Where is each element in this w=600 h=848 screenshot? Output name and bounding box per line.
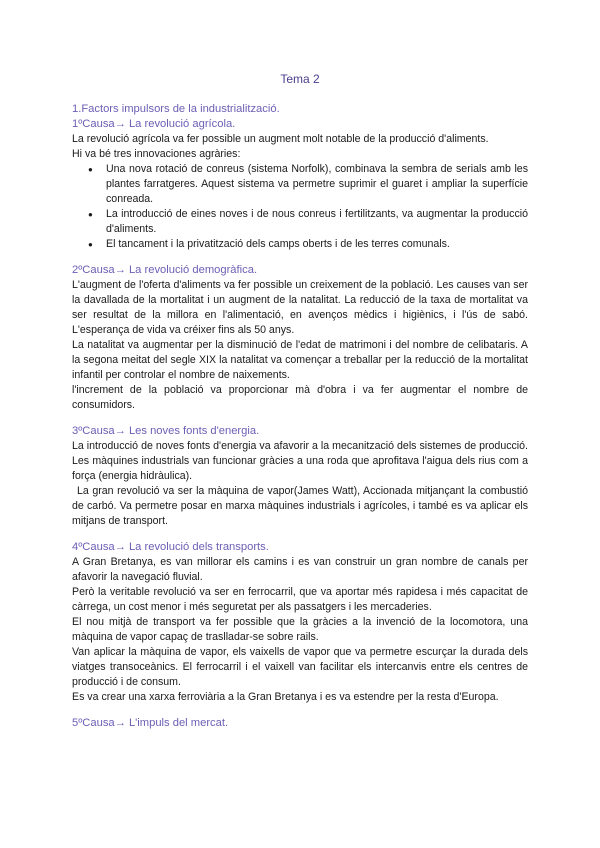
paragraph: A Gran Bretanya, es van millorar els camins i es van construir un gran nombre de canals per afavorir la navegació fluvial.	[72, 556, 528, 583]
list-item: ● El tancament i la privatització dels camps oberts i de les terres comunals.	[106, 237, 528, 252]
paragraph: Però la veritable revolució va ser en ferrocarril, que va aportar més rapidesa i més capacitat de càrrega, un cost menor i més seguretat per als passatgers i les mercaderies.	[72, 586, 528, 613]
section-heading-5: 5ºCausa→ L'impuls del mercat.	[72, 717, 229, 729]
section-heading-1: 1ºCausa→ La revolució agrícola.	[72, 118, 236, 130]
section-heading-4: 4ºCausa→ La revolució dels transports.	[72, 541, 269, 553]
paragraph: L'augment de l'oferta d'aliments va fer possible un creixement de la població. Les causes van ser la davallada de la mortalitat i un augment de la natalitat. La reducció de la taxa de mortalitat va ser resultat de la millora en l'alimentació, en avenços mèdics i higiènics, i l'ús de sabó. L'esperança de vida va créixer fins als 50 anys.	[72, 279, 528, 336]
page-title: Tema 2	[280, 72, 320, 86]
innovations-list	[72, 162, 528, 252]
paragraph: La introducció de noves fonts d'energia va afavorir a la mecanització dels sistemes de producció. Les màquines industrials van funcionar gràcies a una roda que aprofitava l'aigua dels rius com a força (energia hidràulica).	[72, 440, 528, 482]
paragraph: Es va crear una xarxa ferroviària a la Gran Bretanya i es va estendre per la resta d'Europa.	[72, 691, 499, 703]
section-heading-3: 3ºCausa→ Les noves fonts d'energia.	[72, 425, 260, 437]
paragraph: l'increment de la població va proporcionar mà d'obra i va fer augmentar el nombre de consumidors.	[72, 384, 528, 411]
paragraph: Van aplicar la màquina de vapor, els vaixells de vapor que va permetre escurçar la durada dels viatges transoceànics. El ferrocarril i el vaixell van facilitar els intercanvis entre els centres de producció i de consum.	[72, 646, 528, 688]
paragraph: La gran revolució va ser la màquina de vapor(James Watt), Accionada mitjançant la combustió de carbó. Va permetre posar en marxa màquines industrials i agrícoles, i també es va aplicar els mitjans de transport.	[72, 485, 528, 527]
paragraph: Hi va bé tres innovaciones agràries:	[72, 148, 241, 160]
paragraph: El nou mitjà de transport va fer possible que la gràcies a la invenció de la locomotora, una màquina de vapor capaç de traslladar-se sobre rails.	[72, 616, 528, 643]
list-item: ● La introducció de eines noves i de nous conreus i fertilitzants, va augmentar la producció d'aliments.	[106, 207, 528, 237]
section-heading-2: 2ºCausa→ La revolució demogràfica.	[72, 264, 258, 276]
paragraph: La natalitat va augmentar per la disminució de l'edat de matrimoni i del nombre de celibataris. A la segona meitat del segle XIX la natalitat va començar a treballar per la reducció de la mortalitat infantil per controlar el nombre de naixements.	[72, 339, 528, 381]
paragraph: La revolució agrícola va fer possible un augment molt notable de la producció d'aliments.	[72, 133, 489, 145]
factors-heading: 1.Factors impulsors de la industrialització.	[72, 103, 280, 115]
list-item: ● Una nova rotació de conreus (sistema Norfolk), combinava la sembra de serials amb les plantes farratgeres. Aquest sistema va permetre suprimir el guaret i ampliar la superfície conreada.	[106, 162, 528, 207]
